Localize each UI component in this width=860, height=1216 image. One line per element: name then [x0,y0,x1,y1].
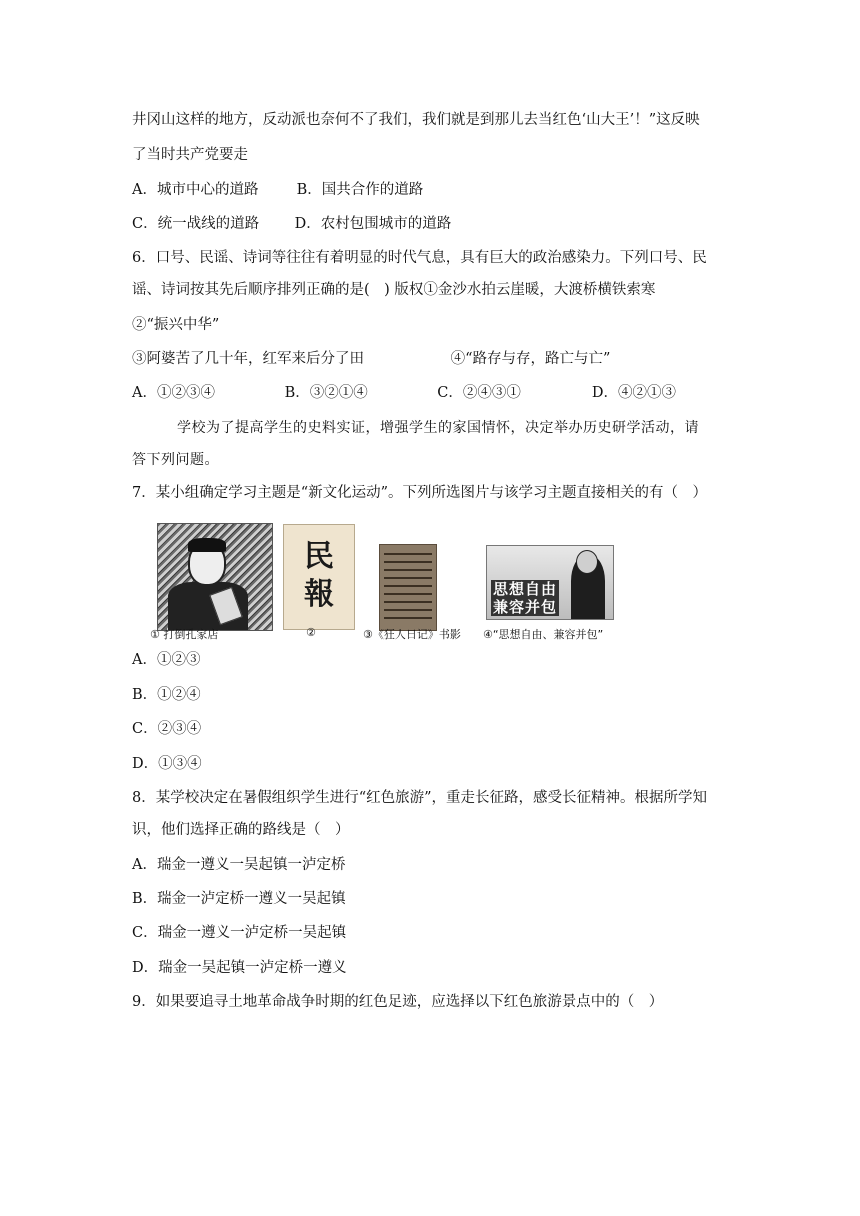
q5-options-row1 [132,180,423,200]
figure-caption-3: ③《狂人日记》书影 [363,628,461,641]
q6-item-4: ④“路存与存，路亡与亡” [450,351,611,367]
q8-stem-line1: 8．某学校决定在暑假组织学生进行“红色旅游”，重走长征路，感受长征精神。根据所学知 [132,790,708,806]
q5-stem-line1: 井冈山这样的地方，反动派也奈何不了我们，我们就是到那儿去当红色‘山大王’！”这反映 [132,112,700,128]
passage-line1: 学校为了提高学生的史料实证，增强学生的家国情怀，决定举办历史研学活动，请 [177,420,699,436]
cai-yuanpei-photo-image [486,545,614,620]
q5-option-c[interactable]: C．统一战线的道路 [132,216,260,232]
q7-option-d[interactable]: D．①③④ [132,756,202,772]
q5-option-b[interactable]: B．国共合作的道路 [296,182,424,198]
q8-option-b[interactable]: B．瑞金一泸定桥一遵义一吴起镇 [132,891,346,907]
q6-option-c[interactable]: C．②④③① [437,385,521,401]
q6-item-3: ③阿婆苦了几十年，红军来后分了田 [132,351,364,367]
q6-option-d[interactable]: D．④②①③ [591,385,676,401]
q8-option-a[interactable]: A．瑞金一遵义一吴起镇一泸定桥 [132,857,346,873]
woodcut-portrait-image [157,523,273,631]
q7-option-c[interactable]: C．②③④ [132,721,202,737]
q6-option-b[interactable]: B．③②①④ [284,385,368,401]
q7-stem: 7．某小组确定学习主题是“新文化运动”。下列所选图片与该学习主题直接相关的有（ ） [132,485,708,501]
q7-figure [150,515,630,645]
q8-option-d[interactable]: D．瑞金一吴起镇一泸定桥一遵义 [132,960,347,976]
figure-caption-1: ① 打倒孔家店 [150,628,219,641]
q6-stem-line2: 谣、诗词按其先后顺序排列正确的是( ) 版权①金沙水拍云崖暖，大渡桥横铁索寒 [132,282,656,298]
madman-diary-book-image [379,544,437,631]
q8-option-c[interactable]: C．瑞金一遵义一泸定桥一吴起镇 [132,925,347,941]
q8-stem-line2: 识，他们选择正确的路线是（ ） [132,822,350,838]
q7-option-b[interactable]: B．①②④ [132,687,201,703]
minbao-title-char1: 民 [304,539,334,574]
q5-options-row2 [132,214,451,234]
figure-caption-4: ④“思想自由、兼容并包” [483,628,604,641]
q6-item-2: ②“振兴中华” [132,317,220,333]
q5-option-d[interactable]: D．农村包围城市的道路 [294,216,452,232]
q5-stem-line2: 了当时共产党要走 [132,147,248,163]
minbao-title-char2: 報 [304,577,334,612]
pic4-caption-line2: 兼容并包 [493,598,558,616]
q6-options-row [132,383,676,403]
q5-option-a[interactable]: A．城市中心的道路 [132,182,259,198]
passage-line2: 答下列问题。 [132,452,219,468]
q7-option-a[interactable]: A．①②③ [132,652,201,668]
q6-items-row [132,349,610,369]
q9-stem: 9．如果要追寻土地革命战争时期的红色足迹，应选择以下红色旅游景点中的（ ） [132,994,664,1010]
minbao-cover-image [283,524,355,630]
q6-option-a[interactable]: A．①②③④ [132,385,215,401]
q6-stem-line1: 6．口号、民谣、诗词等往往有着明显的时代气息，具有巨大的政治感染力。下列口号、民 [132,250,707,266]
figure-caption-2: ② [306,626,316,639]
pic4-caption-line1: 思想自由 [493,580,558,598]
